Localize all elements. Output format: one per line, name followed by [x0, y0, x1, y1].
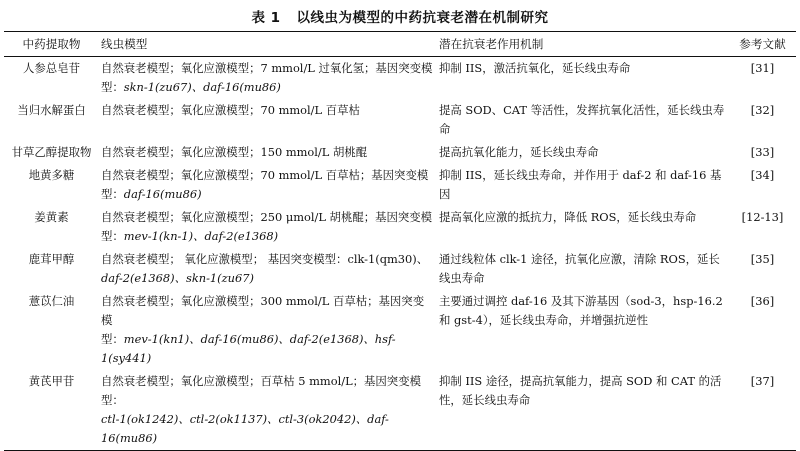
table-row: [4, 164, 796, 206]
cell-reference: [36]: [750, 294, 775, 308]
table-row: [4, 370, 796, 451]
header-row: [4, 32, 796, 57]
gene-list: daf-16(mu86): [123, 187, 202, 201]
cell-mechanism: 抑制 IIS，激活抗氧化，延长线虫寿命: [439, 61, 631, 75]
cell-mechanism: 主要通过调控 daf-16 及其下游基因（sod-3，hsp-16.2 和 gst-4），延长线虫寿命，并增强抗逆性: [439, 294, 723, 327]
table-row: [4, 206, 796, 248]
cell-herb: 当归水解蛋白: [17, 103, 86, 117]
gene-list: daf-2(e1368)、skn-1(zu67): [101, 271, 254, 285]
gene-list: mev-1(kn-1)、daf-2(e1368): [123, 229, 279, 243]
cell-mechanism: 提高 SOD、CAT 等活性，发挥抗氧化活性，延长线虫寿命: [439, 103, 725, 136]
gene-list: skn-1(zu67)、daf-16(mu86): [123, 80, 281, 94]
table-title: [0, 6, 800, 26]
cell-herb: 薏苡仁油: [28, 294, 75, 308]
table-row: [4, 290, 796, 370]
header-model: 线虫模型: [101, 36, 148, 51]
cell-herb: 甘草乙醇提取物: [11, 145, 92, 159]
model-text-prefix: 型：: [101, 80, 124, 94]
model-text: 自然衰老模型；氧化应激模型；7 mmol/L 过氧化氢；基因突变模: [101, 61, 433, 75]
cell-model: [99, 248, 437, 290]
cell-herb: 地黄多糖: [28, 168, 75, 182]
table-row: [4, 141, 796, 164]
cell-model: [99, 99, 437, 141]
cell-model: [99, 141, 437, 164]
model-text-prefix: 型：: [101, 187, 124, 201]
model-text-prefix: 型：: [101, 332, 124, 346]
cell-reference: [34]: [750, 168, 775, 182]
cell-herb: 姜黄素: [34, 210, 69, 224]
table-number: 表 1: [251, 10, 281, 26]
model-text: 自然衰老模型；氧化应激模型；250 μmol/L 胡桃醌；基因突变模: [101, 210, 433, 224]
table-row: [4, 99, 796, 141]
cell-model: [99, 57, 437, 100]
table-row: [4, 248, 796, 290]
model-text: 自然衰老模型； 氧化应激模型； 基因突变模型：clk-1(qm30)、: [101, 252, 429, 266]
research-table: [4, 31, 796, 451]
cell-model: [99, 206, 437, 248]
cell-model: [99, 370, 437, 451]
cell-reference: [31]: [750, 61, 775, 75]
cell-mechanism: 抑制 IIS，延长线虫寿命，并作用于 daf-2 和 daf-16 基因: [439, 168, 722, 201]
cell-model: [99, 164, 437, 206]
cell-reference: [33]: [750, 145, 775, 159]
model-text: 自然衰老模型；氧化应激模型；百草枯 5 mmol/L；基因突变模型：: [101, 374, 421, 407]
gene-list: ctl-1(ok1242)、ctl-2(ok1137)、ctl-3(ok2042)、daf-16(mu86): [101, 412, 389, 445]
header-reference: 参考文献: [739, 36, 786, 51]
cell-herb: 鹿茸甲醇: [28, 252, 75, 266]
cell-reference: [35]: [750, 252, 775, 266]
cell-reference: [32]: [750, 103, 775, 117]
model-text: 自然衰老模型；氧化应激模型；70 mmol/L 百草枯；基因突变模: [101, 168, 429, 182]
header-herb: 中药提取物: [22, 36, 81, 51]
model-text-prefix: 型：: [101, 229, 124, 243]
model-text: 自然衰老模型；氧化应激模型；300 mmol/L 百草枯；基因突变模: [101, 294, 425, 327]
cell-mechanism: 抑制 IIS 途径，提高抗氧能力，提高 SOD 和 CAT 的活性，延长线虫寿命: [439, 374, 722, 407]
cell-mechanism: 通过线粒体 clk-1 途径，抗氧化应激，清除 ROS，延长线虫寿命: [439, 252, 720, 285]
cell-herb: 人参总皂苷: [23, 61, 80, 75]
model-text: 自然衰老模型；氧化应激模型；150 mmol/L 胡桃醌: [101, 145, 368, 159]
cell-herb: 黄芪甲苷: [28, 374, 75, 388]
cell-mechanism: 提高氧化应激的抵抗力，降低 ROS，延长线虫寿命: [439, 210, 697, 224]
header-mechanism: 潜在抗衰老作用机制: [439, 36, 544, 51]
model-text: 自然衰老模型；氧化应激模型；70 mmol/L 百草枯: [101, 103, 360, 117]
cell-mechanism: 提高抗氧化能力，延长线虫寿命: [439, 145, 599, 159]
table-title-text: 以线虫为模型的中药抗衰老潜在机制研究: [296, 10, 549, 26]
cell-reference: [37]: [750, 374, 775, 388]
gene-list: mev-1(kn1)、daf-16(mu86)、daf-2(e1368)、hsf-1(sy441): [101, 332, 396, 365]
cell-reference: [12-13]: [741, 210, 784, 224]
cell-model: [99, 290, 437, 370]
table-row: [4, 57, 796, 100]
